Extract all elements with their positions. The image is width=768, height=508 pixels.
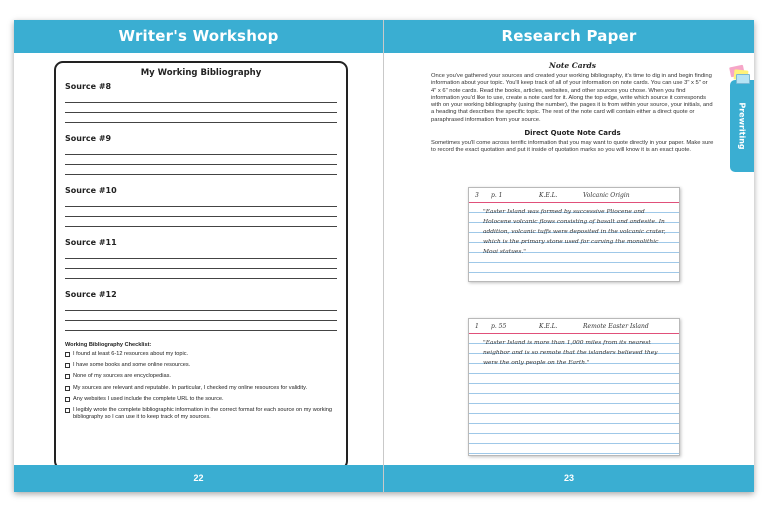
write-line xyxy=(65,113,337,123)
checkbox-icon xyxy=(65,352,70,357)
checkbox-icon xyxy=(65,397,70,402)
write-line xyxy=(65,259,337,269)
source-block xyxy=(65,290,337,331)
left-page-title: Writer's Workshop xyxy=(118,27,279,45)
write-line xyxy=(65,321,337,331)
write-line xyxy=(65,93,337,103)
write-line xyxy=(65,249,337,259)
source-label: Source #10 xyxy=(65,186,117,195)
bibliography-title: My Working Bibliography xyxy=(140,68,262,78)
card-topic: Remote Easter Island xyxy=(583,323,649,330)
checkbox-icon xyxy=(65,374,70,379)
note-cards-icon xyxy=(730,66,752,84)
checklist-item: My sources are relevant and reputable. In particular, I checked my online resources for validity. xyxy=(65,385,337,392)
card-initials: K.E.L. xyxy=(539,192,558,199)
card-topic: Volcanic Origin xyxy=(583,192,630,199)
checkbox-icon xyxy=(65,363,70,368)
write-line xyxy=(65,145,337,155)
checklist-item: I legibly wrote the complete bibliographic information in the correct format for each source on my working bibliography so I can use it to keep track of my sources. xyxy=(65,407,337,421)
note-card-header xyxy=(469,188,679,203)
card-page: p. 55 xyxy=(491,323,507,330)
source-block xyxy=(65,186,337,227)
card-page: p. 1 xyxy=(491,192,503,199)
book-spread xyxy=(14,20,754,492)
write-line xyxy=(65,311,337,321)
left-footer-band xyxy=(14,465,383,492)
write-line xyxy=(65,155,337,165)
card-source-number: 3 xyxy=(475,192,479,199)
checkbox-icon xyxy=(65,408,70,413)
left-header-band xyxy=(14,20,383,53)
section-tab-label: Prewriting xyxy=(737,102,747,150)
card-quote: "Easter Island was formed by successive Pliocene and Holocene volcanic flows consisting of basalt and andesite. In addition, volcanic tuffs were deposited in the volcanic crater, which is the primary stone used for carving the monolithic Moai statues." xyxy=(483,209,666,255)
checklist-title: Working Bibliography Checklist: xyxy=(65,342,152,348)
checklist-item: Any websites I used include the complete URL to the source. xyxy=(65,396,337,403)
checklist-item: I found at least 6-12 resources about my topic. xyxy=(65,351,337,358)
source-label: Source #8 xyxy=(65,82,112,91)
write-line xyxy=(65,207,337,217)
source-label: Source #11 xyxy=(65,238,117,247)
checklist-item: I have some books and some online resources. xyxy=(65,362,337,369)
section-tab xyxy=(730,80,754,172)
note-cards-heading: Note Cards xyxy=(549,61,596,70)
write-line xyxy=(65,103,337,113)
right-header-band xyxy=(384,20,754,53)
note-card xyxy=(468,318,680,456)
checkbox-icon xyxy=(65,386,70,391)
right-page-number: 23 xyxy=(563,473,574,483)
right-content xyxy=(431,61,714,155)
write-line xyxy=(65,217,337,227)
card-source-number: 1 xyxy=(475,323,479,330)
card-initials: K.E.L. xyxy=(539,323,558,330)
note-cards-paragraph: Once you've gathered your sources and created your working bibliography, it's time to dig in and begin finding information about your topic. You'll keep track of all of your information on note cards. You can use 3" x 5" or 4" x 6" note cards. Read the books, articles, websites, and other sources you chose. When you find information you'd like to use, create a note card for it. Along the top edge, write which source it corresponds with on your working bibliography (using the number), the pages it is from within your source, your initials, and a heading that describes the specific topic. The rest of the note card will contain either a direct quote or paraphrased information from your source. xyxy=(431,73,713,123)
note-card xyxy=(468,187,680,282)
write-line xyxy=(65,197,337,207)
source-block xyxy=(65,238,337,279)
write-line xyxy=(65,301,337,311)
right-footer-band xyxy=(384,465,754,492)
checklist-item: None of my sources are encyclopedias. xyxy=(65,373,337,380)
left-page xyxy=(14,20,384,492)
note-card-header xyxy=(469,319,679,334)
direct-quote-paragraph: Sometimes you'll come across terrific information that you may want to quote directly in your paper. Make sure to record the exact quotation and put it inside of quotation marks so you will know it is an exact quote. xyxy=(431,140,714,154)
write-line xyxy=(65,269,337,279)
source-block xyxy=(65,82,337,123)
left-page-number: 22 xyxy=(193,473,204,483)
write-line xyxy=(65,165,337,175)
right-page-title: Research Paper xyxy=(501,27,637,45)
source-block xyxy=(65,134,337,175)
card-quote: "Easter Island is more than 1,000 miles from its nearest neighbor and is so remote that the islanders believed they were the only people on the Earth." xyxy=(483,340,658,366)
source-label: Source #12 xyxy=(65,290,117,299)
right-page xyxy=(384,20,754,492)
working-bibliography-box xyxy=(54,61,348,470)
direct-quote-heading: Direct Quote Note Cards xyxy=(524,129,621,138)
source-label: Source #9 xyxy=(65,134,112,143)
